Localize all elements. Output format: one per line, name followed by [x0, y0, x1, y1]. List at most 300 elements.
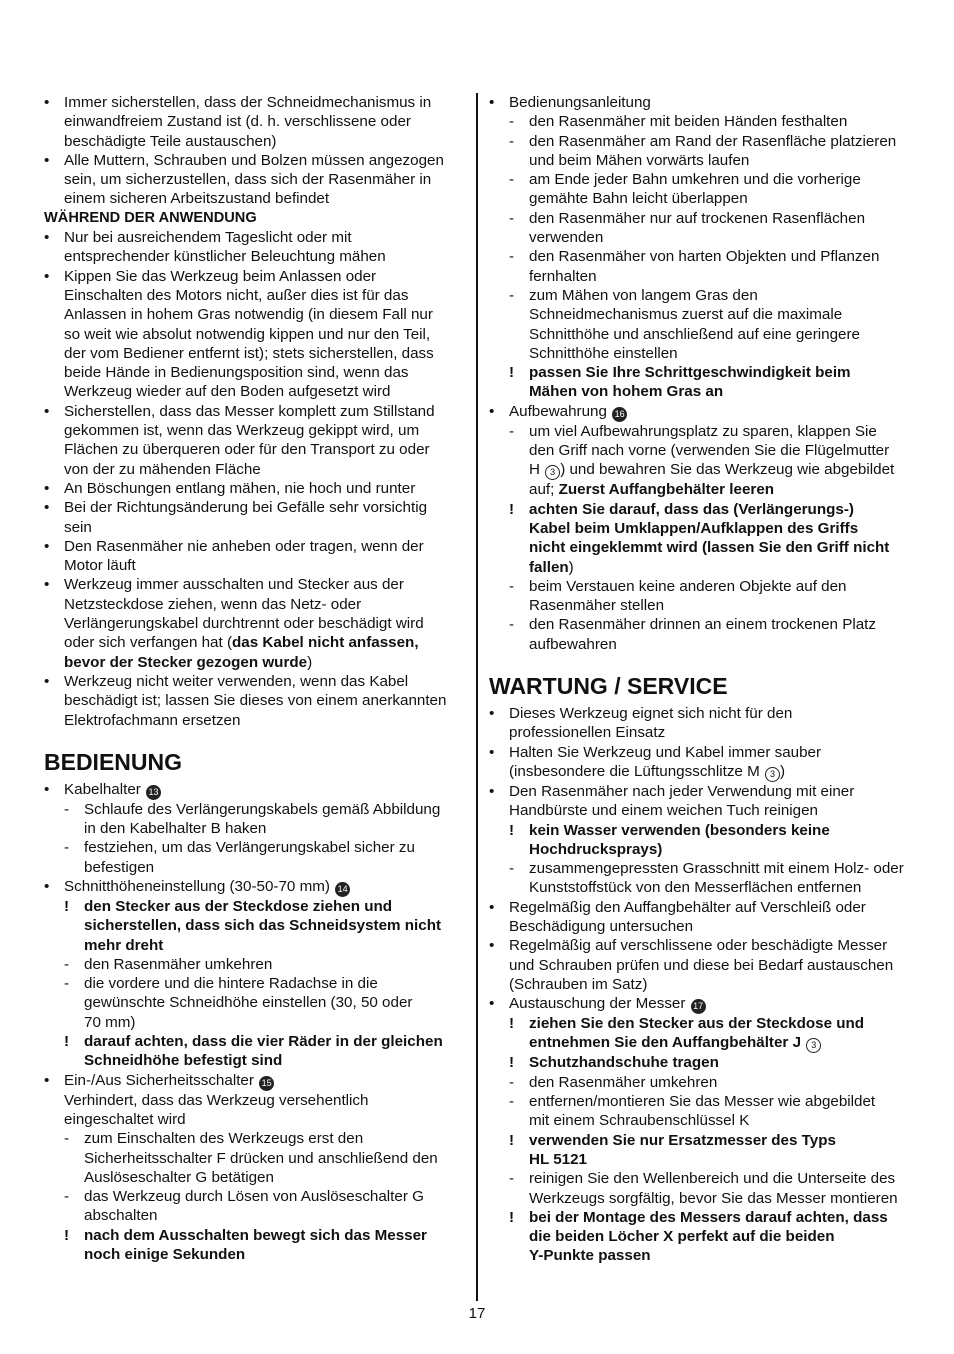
bullet-item: [44, 575, 468, 671]
text-line: [44, 93, 468, 112]
text-line: [489, 1189, 913, 1208]
text-run: Kippen Sie das Werkzeug beim Anlassen oder: [64, 267, 377, 285]
bullet-marker: •: [44, 229, 50, 247]
text-run: den Rasenmäher drinnen an einem trockenen Platz: [529, 616, 876, 634]
text-run: befestigen: [84, 858, 155, 876]
text-line: [489, 538, 913, 557]
text-line: [489, 325, 913, 344]
text-line: [489, 994, 913, 1014]
text-run: entfernen/montieren Sie das Messer wie abgebildet: [529, 1093, 876, 1111]
text-run: Verlängerungskabel durchtrennt oder beschädigt wird: [64, 615, 424, 633]
text-line: [44, 897, 468, 916]
text-run: sicherstellen, dass sich das Schneidsystem nicht: [84, 917, 442, 935]
text-line: [489, 577, 913, 596]
text-line: [44, 653, 468, 672]
text-run: zusammengepressten Grasschnitt mit einem Holz- oder: [529, 860, 904, 878]
section-title: WARTUNG / SERVICE: [489, 673, 728, 700]
dash-marker: -: [509, 1093, 515, 1111]
warning-marker: !: [64, 1226, 70, 1244]
text-line: [44, 672, 468, 691]
text-run: bei der Montage des Messers darauf achten, dass: [529, 1208, 888, 1226]
text-run: gekommen ist, wenn das Werkzeug gekippt wird, um: [64, 422, 420, 440]
text-line: [44, 325, 468, 344]
text-line: [489, 1208, 913, 1227]
text-run: auf;: [529, 481, 559, 499]
warning-marker: !: [64, 897, 70, 915]
text-line: [489, 1073, 913, 1092]
text-run: Elektrofachmann ersetzen: [64, 711, 241, 729]
text-run: Anlassen in hohem Gras notwendig (in diesem Fall nur: [64, 306, 433, 324]
text-run: Motor läuft: [64, 557, 136, 575]
text-run: Alle Muttern, Schrauben und Bolzen müssen angezogen: [64, 151, 444, 169]
text-run: WÄHREND DER ANWENDUNG: [44, 209, 257, 226]
text-line: [44, 228, 468, 247]
text-run: den Rasenmäher nur auf trockenen Rasenflächen: [529, 209, 866, 227]
dash-item: [44, 838, 468, 877]
text-line: [489, 247, 913, 266]
text-run: Den Rasenmäher nie anheben oder tragen, wenn der: [64, 537, 424, 555]
section-heading: [489, 672, 913, 700]
text-run: beide Hände in Bedienungsposition sind, wenn das: [64, 364, 409, 382]
dash-item: [44, 1129, 468, 1187]
text-line: [489, 859, 913, 878]
text-run: den Rasenmäher umkehren: [84, 955, 273, 973]
text-run: Verhindert, dass das Werkzeug versehentlich: [64, 1091, 369, 1109]
text-run: (Schrauben im Satz): [509, 975, 648, 993]
bullet-marker: •: [44, 402, 50, 420]
text-run: Immer sicherstellen, dass der Schneidmechanismus in: [64, 94, 432, 111]
text-line: [44, 537, 468, 556]
bold-text: bevor der Stecker gezogen wurde: [64, 653, 308, 671]
page-number: 17: [468, 1305, 486, 1322]
text-line: [489, 209, 913, 228]
text-run: Schnitthöhe und anschließend auf eine geringere: [529, 325, 860, 343]
bullet-marker: •: [489, 402, 495, 420]
text-run: der vom Bediener entfernt ist); stets sicherstellen, dass: [64, 344, 434, 362]
dash-item: [489, 1169, 913, 1208]
text-line: [44, 132, 468, 151]
figure-ref-badge: 3: [806, 1038, 821, 1053]
text-line: [489, 635, 913, 654]
text-run: Ein-/Aus Sicherheitsschalter: [64, 1071, 259, 1089]
text-line: [489, 132, 913, 151]
text-run: H: [529, 461, 545, 479]
dash-item: [489, 577, 913, 616]
warning-item: [489, 1014, 913, 1053]
text-line: [44, 748, 468, 776]
bullet-marker: •: [489, 995, 495, 1013]
text-run: oder sich verfangen hat (: [64, 634, 233, 652]
text-line: [489, 782, 913, 801]
text-line: [489, 704, 913, 723]
text-line: [44, 819, 468, 838]
text-run: passen Sie Ihre Schrittgeschwindigkeit beim: [529, 364, 851, 382]
bullet-marker: •: [44, 1071, 50, 1089]
text-line: [44, 1091, 468, 1110]
text-run: die beiden Löcher X perfekt auf die beiden: [529, 1228, 835, 1246]
text-line: [44, 780, 468, 800]
text-line: [489, 723, 913, 742]
text-line: [44, 877, 468, 897]
text-run: Hochdrucksprays): [529, 840, 663, 858]
text-run: Werkzeugs sorgfältig, bevor Sie das Messer montieren: [529, 1189, 898, 1207]
text-line: [489, 917, 913, 936]
text-line: [489, 801, 913, 820]
figure-ref-badge: 3: [545, 465, 560, 480]
bullet-item: [489, 402, 913, 422]
text-run: Bedienungsanleitung: [509, 94, 651, 111]
text-run: HL 5121: [529, 1150, 587, 1168]
warning-marker: !: [509, 1208, 515, 1226]
text-run: Nur bei ausreichendem Tageslicht oder mit: [64, 229, 352, 247]
text-line: [489, 480, 913, 499]
text-line: [44, 916, 468, 935]
bullet-item: [44, 672, 468, 730]
section-gap: [44, 730, 468, 748]
text-run: Dieses Werkzeug eignet sich nicht für den: [509, 705, 793, 723]
text-line: [489, 1092, 913, 1111]
text-run: die vordere und die hintere Radachse in die: [84, 975, 378, 993]
dash-marker: -: [64, 1188, 70, 1206]
figure-ref-badge: 16: [612, 407, 627, 422]
dash-item: [489, 286, 913, 363]
text-run: reinigen Sie den Wellenbereich und die Unterseite des: [529, 1170, 896, 1188]
text-line: [489, 112, 913, 131]
text-run: den Rasenmäher von harten Objekten und Pflanzen: [529, 248, 880, 266]
bullet-marker: •: [44, 877, 50, 895]
text-line: [489, 840, 913, 859]
text-run: Schneidmechanismus zuerst auf die maximale: [529, 306, 843, 324]
text-run: Auslöseschalter G betätigen: [84, 1168, 274, 1186]
text-run: um viel Aufbewahrungsplatz zu sparen, klappen Sie: [529, 422, 877, 440]
bullet-item: [44, 151, 468, 209]
text-line: [44, 993, 468, 1012]
warning-marker: !: [64, 1033, 70, 1051]
text-run: den Stecker aus der Steckdose ziehen und: [84, 897, 393, 915]
text-run: gemähte Bahn leicht überlappen: [529, 190, 748, 208]
dash-marker: -: [509, 286, 515, 304]
text-line: [489, 762, 913, 782]
dash-item: [44, 974, 468, 1032]
bullet-item: [44, 479, 468, 498]
text-line: [489, 878, 913, 897]
text-run: sein: [64, 518, 92, 536]
bullet-item: [44, 402, 468, 479]
text-run: nach dem Ausschalten bewegt sich das Messer: [84, 1226, 427, 1244]
bullet-item: [44, 877, 468, 897]
text-line: [489, 1246, 913, 1265]
dash-marker: -: [509, 1170, 515, 1188]
text-run: Regelmäßig auf verschlissene oder beschädigte Messer: [509, 937, 888, 955]
dash-marker: -: [64, 839, 70, 857]
text-line: [44, 858, 468, 877]
text-line: [489, 1150, 913, 1169]
text-run: mit einem Schraubenschlüssel K: [529, 1112, 750, 1130]
text-line: [489, 170, 913, 189]
text-line: [44, 974, 468, 993]
text-run: Sicherstellen, dass das Messer komplett zum Stillstand: [64, 402, 435, 420]
text-line: [489, 1131, 913, 1150]
figure-ref-badge: 14: [335, 882, 350, 897]
dash-marker: -: [509, 860, 515, 878]
text-line: [44, 267, 468, 286]
text-run: Handbürste und einem weichen Tuch reinigen: [509, 802, 819, 820]
text-run: Rasenmäher stellen: [529, 597, 665, 615]
bullet-item: [44, 1071, 468, 1130]
text-run: ) und bewahren Sie das Werkzeug wie abgebildet: [560, 461, 895, 479]
text-run: und beim Mähen vorwärts laufen: [529, 151, 750, 169]
text-line: [44, 800, 468, 819]
text-line: [489, 500, 913, 519]
text-line: [489, 1014, 913, 1033]
text-run: den Griff nach vorne (verwenden Sie die Flügelmutter: [529, 442, 890, 460]
text-line: [44, 363, 468, 382]
bullet-marker: •: [44, 576, 50, 594]
warning-item: [489, 821, 913, 860]
dash-item: [489, 615, 913, 654]
dash-marker: -: [509, 422, 515, 440]
text-run: Schneidhöhe befestigt sind: [84, 1052, 283, 1070]
text-run: Kabel beim Umklappen/Aufklappen des Griffs: [529, 519, 859, 537]
right-column: [489, 93, 913, 1266]
text-run: noch einige Sekunden: [84, 1246, 246, 1264]
text-run: aufbewahren: [529, 635, 617, 653]
dash-marker: -: [509, 171, 515, 189]
warning-marker: !: [509, 364, 515, 382]
text-line: [44, 1013, 468, 1032]
text-line: [489, 1111, 913, 1130]
text-line: [44, 382, 468, 401]
text-line: [489, 1033, 913, 1053]
text-line: [489, 93, 913, 112]
text-run: fallen: [529, 558, 569, 576]
dash-item: [489, 1073, 913, 1092]
figure-ref-badge: 3: [765, 767, 780, 782]
text-run: Bei der Richtungsänderung bei Gefälle sehr vorsichtig: [64, 499, 428, 517]
text-line: [44, 112, 468, 131]
bullet-item: [44, 228, 468, 267]
dash-marker: -: [509, 577, 515, 595]
left-column: [44, 93, 468, 1264]
text-line: [489, 286, 913, 305]
text-run: von der zu mähenden Fläche: [64, 460, 261, 478]
text-run: darauf achten, dass die vier Räder in der gleichen: [84, 1033, 443, 1051]
text-run: Beschädigung untersuchen: [509, 917, 694, 935]
bold-text: das Kabel nicht anfassen,: [232, 634, 419, 652]
text-run: Halten Sie Werkzeug und Kabel immer sauber: [509, 743, 822, 761]
text-line: [489, 1053, 913, 1072]
text-line: [489, 363, 913, 382]
text-run: zum Mähen von langem Gras den: [529, 286, 758, 304]
warning-marker: !: [509, 500, 515, 518]
text-run: Werkzeug wieder auf den Boden aufgesetzt wird: [64, 383, 391, 401]
text-line: [44, 1149, 468, 1168]
text-run: einwandfreiem Zustand ist (d. h. verschlissene oder: [64, 113, 411, 131]
bullet-item: [44, 780, 468, 800]
text-run: Mähen von hohem Gras an: [529, 383, 724, 401]
text-run: und Schrauben prüfen und diese bei Bedarf austauschen: [509, 956, 894, 974]
warning-marker: !: [509, 1015, 515, 1033]
text-line: [489, 558, 913, 577]
text-line: [44, 1168, 468, 1187]
text-line: [44, 498, 468, 517]
text-line: [44, 936, 468, 955]
text-line: [489, 344, 913, 363]
text-run: Kunststoffstück von den Messerflächen entfernen: [529, 879, 862, 897]
text-line: [44, 189, 468, 208]
text-run: das Werkzeug durch Lösen von Auslöseschalter G: [84, 1188, 424, 1206]
text-line: [44, 1110, 468, 1129]
warning-item: [489, 500, 913, 577]
dash-marker: -: [509, 616, 515, 634]
text-run: sein, um sicherzustellen, dass sich der Rasenmäher in: [64, 171, 432, 189]
bullet-item: [44, 537, 468, 576]
bullet-marker: •: [44, 499, 50, 517]
text-line: [44, 595, 468, 614]
bullet-marker: •: [489, 743, 495, 761]
bold-text: Zuerst Auffangbehälter leeren: [558, 481, 775, 499]
text-run: Einschalten des Motors nicht, außer dies ist für das: [64, 286, 409, 304]
section-heading: [44, 748, 468, 776]
text-run: Werkzeug nicht weiter verwenden, wenn das Kabel: [64, 672, 409, 690]
bullet-marker: •: [44, 267, 50, 285]
bullet-marker: •: [44, 672, 50, 690]
text-run: beschädigt ist; lassen Sie dieses von einem anerkannten: [64, 692, 447, 710]
text-run: verwenden: [529, 229, 604, 247]
text-line: [44, 711, 468, 730]
text-line: [44, 1129, 468, 1148]
text-line: [44, 955, 468, 974]
text-line: [44, 170, 468, 189]
bullet-item: [489, 898, 913, 937]
bullet-marker: •: [489, 782, 495, 800]
text-run: Netzsteckdose ziehen, wenn das Netz- oder: [64, 595, 362, 613]
text-run: nicht eingeklemmt wird (lassen Sie den Griff nicht: [529, 539, 890, 557]
section-title: BEDIENUNG: [44, 748, 183, 775]
text-line: [489, 615, 913, 634]
warning-item: [44, 897, 468, 955]
warning-item: [44, 1032, 468, 1071]
bullet-item: [489, 936, 913, 994]
text-run: ziehen Sie den Stecker aus der Steckdose und: [529, 1015, 865, 1033]
warning-item: [489, 1131, 913, 1170]
text-run: in den Kabelhalter B haken: [84, 820, 267, 838]
text-run: beschädigte Teile austauschen): [64, 132, 277, 150]
bullet-item: [489, 704, 913, 743]
text-line: [489, 936, 913, 955]
text-line: [44, 209, 468, 228]
text-line: [489, 672, 913, 700]
text-run: kein Wasser verwenden (besonders keine: [529, 821, 830, 839]
dash-marker: -: [509, 209, 515, 227]
text-line: [489, 441, 913, 460]
dash-marker: -: [64, 955, 70, 973]
text-line: [489, 1227, 913, 1246]
text-run: professionellen Einsatz: [509, 724, 666, 742]
text-line: [489, 898, 913, 917]
text-run: festziehen, um das Verlängerungskabel sicher zu: [84, 839, 415, 857]
section-gap: [489, 654, 913, 672]
text-run: Regelmäßig den Auffangbehälter auf Verschleiß oder: [509, 898, 866, 916]
text-line: [44, 247, 468, 266]
text-run: den Rasenmäher mit beiden Händen festhalten: [529, 113, 848, 131]
dash-item: [489, 859, 913, 898]
text-line: [44, 1187, 468, 1206]
text-line: [489, 305, 913, 324]
bullet-item: [489, 994, 913, 1014]
column-divider: [476, 93, 478, 1301]
text-run: gewünschte Schneidhöhe einstellen (30, 50 oder: [84, 994, 413, 1012]
text-line: [489, 975, 913, 994]
bullet-marker: •: [44, 479, 50, 497]
text-run: Schnitthöhe einstellen: [529, 344, 678, 362]
text-run: Y-Punkte passen: [529, 1247, 651, 1265]
dash-item: [489, 209, 913, 248]
text-run: Sicherheitsschalter F drücken und anschließend den: [84, 1149, 438, 1167]
text-line: [489, 596, 913, 615]
warning-item: [489, 363, 913, 402]
bullet-marker: •: [489, 937, 495, 955]
dash-item: [489, 170, 913, 209]
text-line: [489, 382, 913, 401]
text-line: [489, 821, 913, 840]
warning-marker: !: [509, 1054, 515, 1072]
text-line: [44, 1206, 468, 1225]
text-run: den Rasenmäher am Rand der Rasenfläche platzieren: [529, 132, 897, 150]
text-line: [44, 286, 468, 305]
text-line: [44, 479, 468, 498]
text-run: Aufbewahrung: [509, 402, 612, 420]
dash-item: [489, 112, 913, 131]
text-line: [489, 151, 913, 170]
bullet-marker: •: [44, 537, 50, 555]
text-run: so weit wie absolut notwendig kippen und nur den Teil,: [64, 325, 431, 343]
dash-marker: -: [64, 800, 70, 818]
text-run: Austauschung der Messer: [509, 995, 690, 1013]
dash-item: [489, 422, 913, 500]
text-line: [44, 838, 468, 857]
text-line: [44, 556, 468, 575]
dash-item: [489, 132, 913, 171]
text-run: Flächen zu überqueren oder für den Transport zu oder: [64, 441, 430, 459]
warning-item: [489, 1208, 913, 1266]
text-line: [44, 614, 468, 633]
text-run: (insbesondere die Lüftungsschlitze M: [509, 762, 764, 780]
text-line: [489, 267, 913, 286]
figure-ref-badge: 15: [259, 1076, 274, 1091]
figure-ref-badge: 13: [146, 785, 161, 800]
text-line: [489, 1169, 913, 1188]
text-line: [44, 575, 468, 594]
text-line: [489, 956, 913, 975]
subheading: [44, 209, 468, 228]
bullet-marker: •: [44, 151, 50, 169]
text-line: [44, 1032, 468, 1051]
text-run: ): [307, 653, 313, 671]
text-line: [44, 1226, 468, 1245]
text-line: [489, 519, 913, 538]
text-line: [44, 402, 468, 421]
dash-item: [489, 247, 913, 286]
text-line: [44, 344, 468, 363]
text-line: [489, 228, 913, 247]
text-run: fernhalten: [529, 267, 597, 285]
dash-item: [489, 1092, 913, 1131]
text-run: am Ende jeder Bahn umkehren und die vorherige: [529, 171, 861, 189]
text-line: [44, 421, 468, 440]
text-run: Den Rasenmäher nach jeder Verwendung mit einer: [509, 782, 855, 800]
text-run: ): [568, 558, 574, 576]
